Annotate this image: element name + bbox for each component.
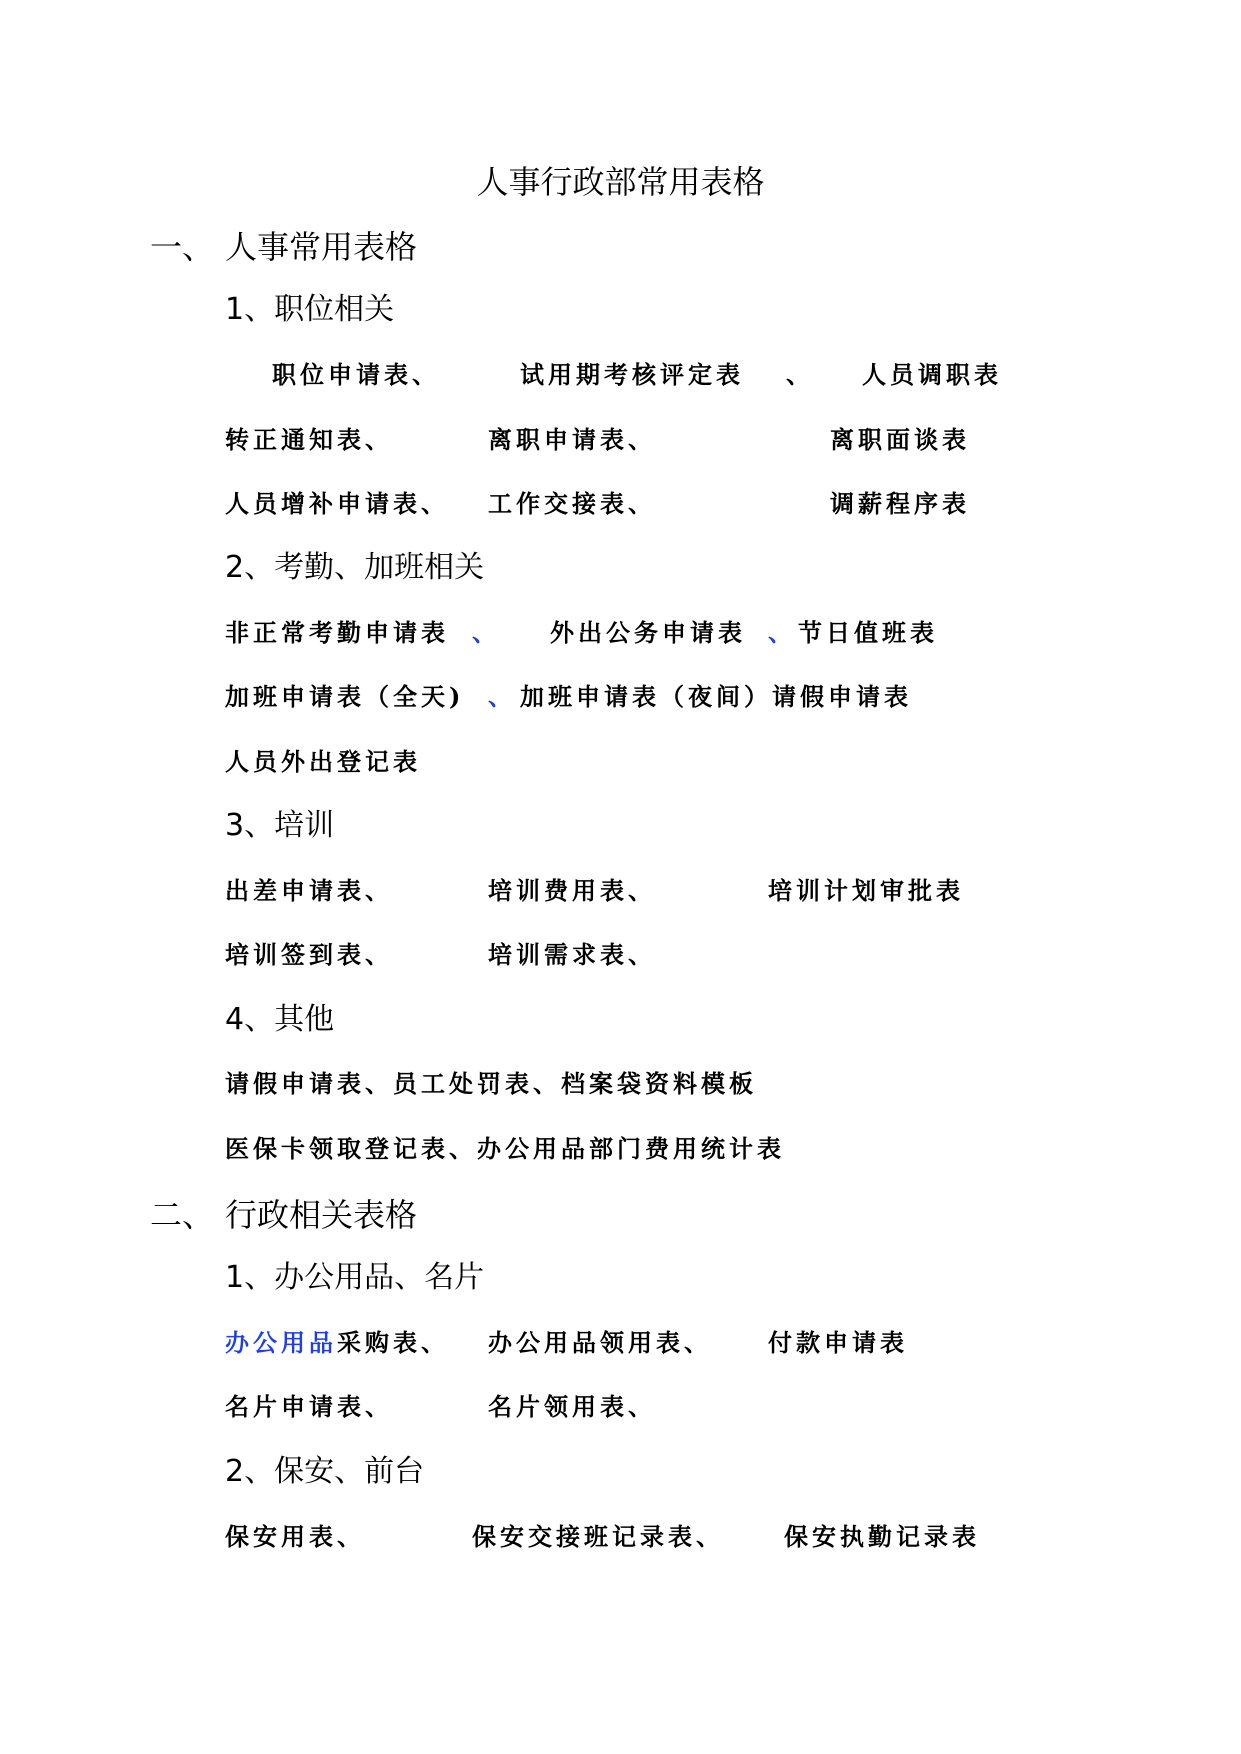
form-item: 转正通知表、 [225, 425, 393, 454]
form-list-row [0, 420, 1241, 460]
form-list-row [0, 742, 1241, 782]
form-list-row [0, 484, 1241, 524]
form-item: 工作交接表、 [488, 489, 656, 518]
form-item: 试用期考核评定表 [520, 360, 744, 389]
form-list-row [0, 1517, 1241, 1557]
form-list-row [0, 1064, 1241, 1104]
subsection-heading-attendance: 2、考勤、加班相关 [225, 550, 485, 585]
form-list-row [0, 1129, 1241, 1169]
form-list-row [0, 1387, 1241, 1427]
form-item: 职位申请表、 [272, 360, 440, 389]
form-item: 请假申请表、员工处罚表、档案袋资料模板 [225, 1069, 757, 1098]
form-list-row [0, 935, 1241, 975]
form-item: 名片领用表、 [488, 1392, 656, 1421]
form-item: 办公用品领用表、 [488, 1328, 712, 1357]
form-item: 医保卡领取登记表、办公用品部门费用统计表 [225, 1134, 785, 1163]
form-item: 出差申请表、 [225, 876, 393, 905]
section-number: 一、 [150, 228, 215, 266]
section-heading-admin [150, 1193, 417, 1237]
section-heading-hr [150, 225, 417, 269]
form-list-row [0, 355, 1241, 395]
form-item: 非正常考勤申请表 [225, 618, 449, 647]
separator: 、 [786, 360, 814, 389]
form-list-row [0, 613, 1241, 653]
separator: 、 [472, 618, 500, 647]
form-item: 保安用表、 [225, 1522, 365, 1551]
separator: 、 [768, 618, 796, 647]
form-item: 保安执勤记录表 [784, 1522, 980, 1551]
section-label: 人事常用表格 [225, 228, 418, 266]
subsection-heading-training: 3、培训 [225, 808, 335, 843]
form-item: 离职申请表、 [488, 425, 656, 454]
form-item: 人员增补申请表、 [225, 489, 449, 518]
form-list-row [0, 871, 1241, 911]
form-item: 离职面谈表 [830, 425, 970, 454]
form-item: 培训签到表、 [225, 940, 393, 969]
office-supplies-link[interactable]: 办公用品 [225, 1328, 337, 1357]
subsection-heading-security: 2、保安、前台 [225, 1454, 425, 1489]
form-item: 人员外出登记表 [225, 747, 421, 776]
form-item-link[interactable] [225, 1323, 449, 1363]
form-item: 加班申请表（全天) [225, 682, 465, 711]
form-list-row [0, 1323, 1241, 1363]
form-item: 调薪程序表 [830, 489, 970, 518]
subsection-heading-office-supplies: 1、办公用品、名片 [225, 1260, 485, 1295]
form-item: 培训费用表、 [488, 876, 656, 905]
page-title: 人事行政部常用表格 [476, 163, 765, 201]
form-item: 付款申请表 [768, 1328, 908, 1357]
form-item: 保安交接班记录表、 [472, 1522, 724, 1551]
form-item: 外出公务申请表 [550, 618, 746, 647]
subsection-heading-other: 4、其他 [225, 1002, 335, 1037]
subsection-heading-position: 1、职位相关 [225, 292, 395, 327]
form-item: 培训计划审批表 [768, 876, 964, 905]
form-item: 人员调职表 [862, 360, 1002, 389]
section-label: 行政相关表格 [225, 1196, 418, 1234]
section-number: 二、 [150, 1196, 215, 1234]
form-item-suffix: 采购表、 [337, 1328, 449, 1357]
form-item: 培训需求表、 [488, 940, 656, 969]
separator: 、 [488, 682, 516, 711]
form-item: 加班申请表（夜间）请假申请表 [520, 682, 912, 711]
form-item: 节日值班表 [798, 618, 938, 647]
form-list-row [0, 677, 1241, 717]
form-item: 名片申请表、 [225, 1392, 393, 1421]
